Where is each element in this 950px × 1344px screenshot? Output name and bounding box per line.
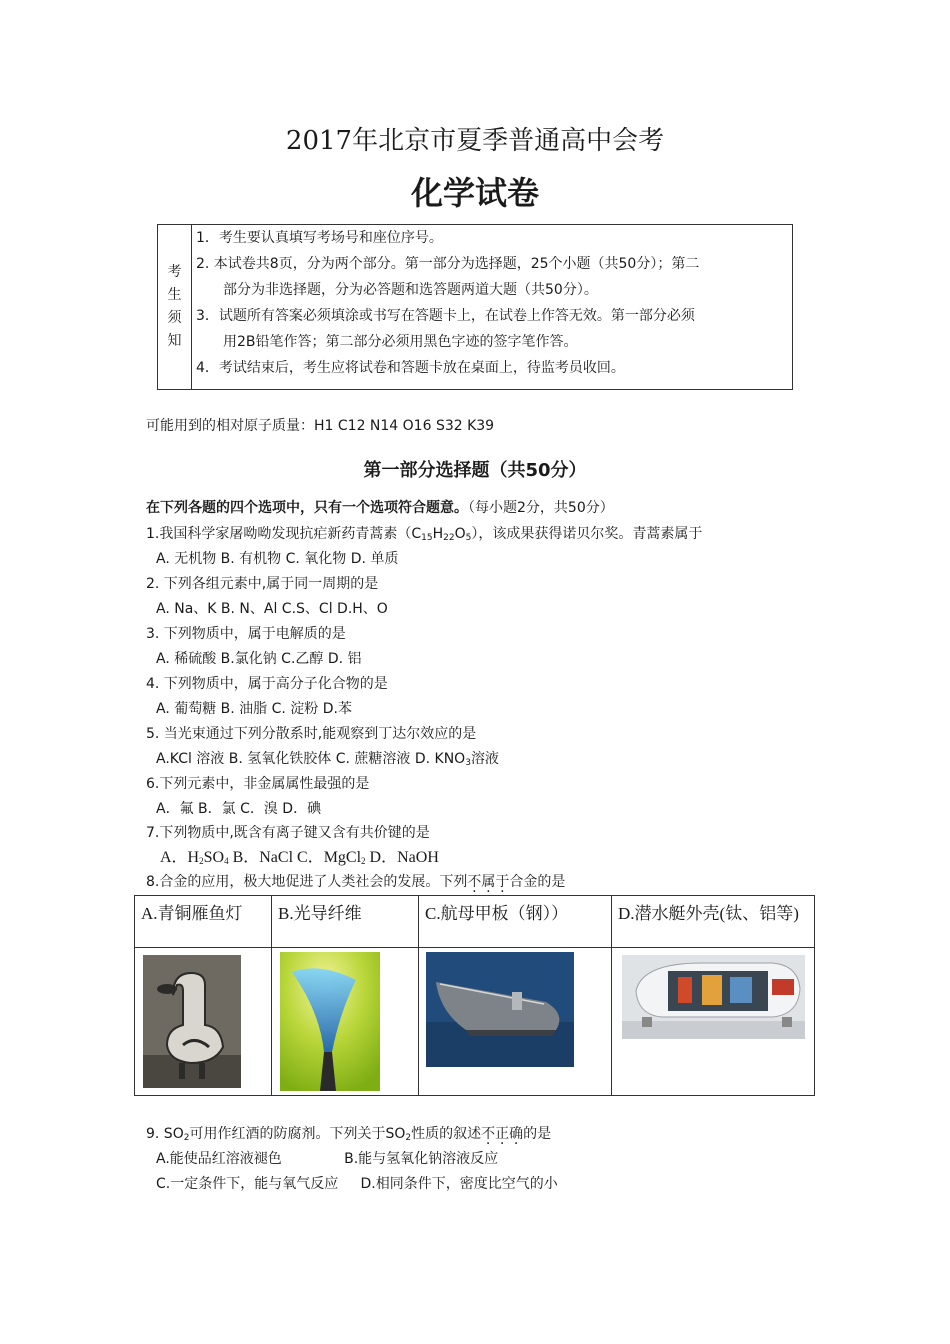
q3-options: A. 稀硫酸 B.氯化钠 C.乙醇 D. 铝	[156, 651, 362, 667]
q7-sub: 2	[361, 856, 366, 866]
optical-fiber-image	[280, 952, 380, 1091]
question-5: 5. 当光束通过下列分散系时,能观察到丁达尔效应的是	[146, 726, 477, 742]
q5-options-text: 溶液	[470, 751, 499, 767]
instruction-line	[146, 498, 614, 518]
notice-side-char: 知	[167, 333, 182, 349]
alloy-cell-a: A.青铜雁鱼灯	[135, 896, 272, 948]
q7-sub: 4	[224, 856, 229, 866]
notice-side-char: 考	[167, 264, 182, 280]
notice-items	[196, 225, 788, 381]
q9-text: 9. SO	[146, 1126, 184, 1142]
question-7: 7.下列物质中,既含有离子键又含有共价键的是	[146, 825, 430, 841]
q7-options	[160, 848, 439, 871]
q7-option-bc: B．NaCl C．MgCl	[228, 849, 362, 866]
q1-sub: 15	[421, 533, 433, 543]
q9-options-2: C.一定条件下，能与氧气反应 D.相同条件下，密度比空气的小	[156, 1176, 558, 1192]
notice-item: 4．考试结束后，考生应将试卷和答题卡放在桌面上，待监考员收回。	[196, 360, 625, 376]
alloy-cell-c: C.航母甲板（钢））	[419, 896, 612, 948]
q5-sub: 3	[465, 758, 471, 768]
q9-emphasis: 不	[481, 1126, 496, 1142]
question-4: 4. 下列物质中，属于高分子化合物的是	[146, 676, 388, 692]
q7-sub: 2	[199, 856, 204, 866]
notice-item: 用2B铅笔作答；第二部分必须用黑色字迹的签字笔作答。	[223, 334, 578, 350]
instruction-normal: （每小题2分，共50分）	[468, 500, 614, 516]
q8-text: 合金的是	[509, 874, 566, 890]
q1-text: O	[454, 526, 466, 542]
q8-emphasis: 不	[467, 874, 482, 890]
alloy-cell-b: B.光导纤维	[272, 896, 419, 948]
q4-options: A. 葡萄糖 B. 油脂 C. 淀粉 D.苯	[156, 701, 352, 717]
q7-option-a: SO	[203, 849, 225, 866]
q7-option-d: D．NaOH	[365, 849, 439, 866]
q7-option-a: A．H	[160, 849, 200, 866]
exam-title: 2017年北京市夏季普通高中会考	[285, 126, 665, 156]
q9-emphasis: 确	[509, 1126, 524, 1142]
q9-sub: 2	[405, 1133, 412, 1143]
q9-text: 性质的叙述	[411, 1126, 482, 1142]
notice-side-char: 须	[167, 310, 182, 326]
submarine-image	[622, 955, 805, 1039]
instruction-bold: 在下列各题的四个选项中，只有一个选项符合题意。	[146, 500, 468, 516]
notice-side-label	[158, 225, 192, 389]
section-title: 第一部分选择题（共50分）	[363, 460, 587, 481]
q1-sub: 22	[443, 533, 455, 543]
q1-text: H	[432, 526, 444, 542]
question-3: 3. 下列物质中，属于电解质的是	[146, 626, 346, 642]
question-2: 2. 下列各组元素中,属于同一周期的是	[146, 576, 379, 592]
q1-options: A. 无机物 B. 有机物 C. 氧化物 D. 单质	[156, 551, 399, 567]
exam-subtitle: 化学试卷	[410, 174, 539, 212]
notice-item: 3．试题所有答案必须填涂或书写在答题卡上，在试卷上作答无效。第一部分必须	[196, 308, 695, 324]
q2-options: A. Na、K B. N、Al C.S、Cl D.H、O	[156, 601, 388, 617]
notice-side-char: 生	[167, 287, 182, 303]
q5-options-text: A.KCl 溶液 B. 氢氧化铁胶体 C. 蔗糖溶液 D. KNO	[156, 751, 466, 767]
q1-text: 1.我国科学家屠呦呦发现抗疟新药青蒿素（C	[146, 526, 422, 542]
bronze-goose-lamp-image	[143, 955, 241, 1088]
q8-emphasis: 属	[481, 874, 496, 890]
q9-emphasis: 正	[495, 1126, 510, 1142]
q1-text: ），该成果获得诺贝尔奖。青蒿素属于	[471, 526, 703, 542]
q1-sub: 5	[465, 533, 472, 543]
q9-text: 可用作红酒的防腐剂。下列关于SO	[189, 1126, 406, 1142]
question-9	[146, 1124, 551, 1148]
notice-item: 部分为非选择题，分为必答题和选答题两道大题（共50分）。	[223, 282, 598, 298]
alloy-cell-d: D.潜水艇外壳(钛、铝等)	[612, 896, 815, 948]
notice-box	[157, 224, 793, 390]
aircraft-carrier-image	[426, 952, 574, 1067]
question-1	[146, 524, 702, 548]
q5-options	[156, 749, 499, 773]
q6-options: A．氟 B．氯 C．溴 D．碘	[156, 801, 322, 817]
q9-options-1: A.能使品红溶液褪色 B.能与氢氧化钠溶液反应	[156, 1151, 499, 1167]
notice-item: 1．考生要认真填写考场号和座位序号。	[196, 230, 443, 246]
q9-text: 的是	[523, 1126, 552, 1142]
q8-emphasis: 于	[495, 874, 510, 890]
question-6: 6.下列元素中，非金属属性最强的是	[146, 776, 370, 792]
q9-sub: 2	[183, 1133, 190, 1143]
atomic-mass-line: 可能用到的相对原子质量：H1 C12 N14 O16 S32 K39	[146, 418, 495, 434]
notice-item: 2. 本试卷共8页，分为两个部分。第一部分为选择题，25个小题（共50分）；第二	[196, 256, 700, 272]
question-8	[146, 872, 565, 892]
q8-text: 8.合金的应用，极大地促进了人类社会的发展。下列	[146, 874, 468, 890]
